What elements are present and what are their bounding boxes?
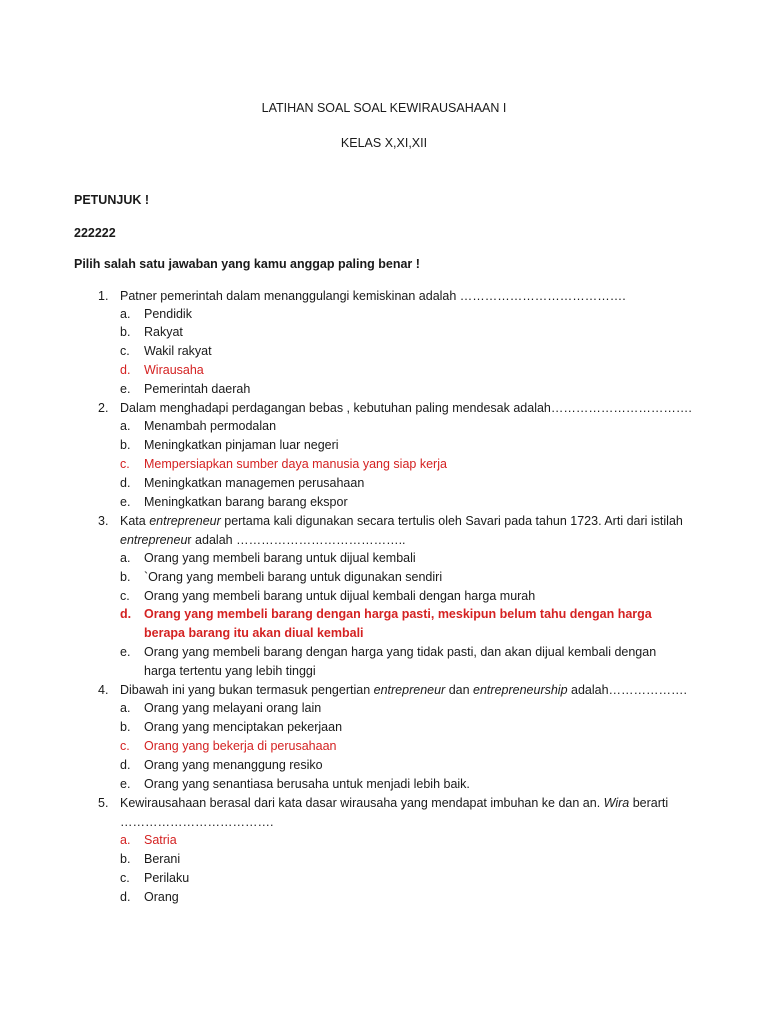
question-2 <box>98 399 698 418</box>
option-1e <box>120 380 680 399</box>
class-label: KELAS X,XI,XII <box>340 136 428 150</box>
option-3e <box>120 643 680 681</box>
option-1c <box>120 342 680 361</box>
option-letter: b. <box>120 720 131 734</box>
question-text-part: Dibawah ini yang bukan termasuk pengertian <box>120 683 374 697</box>
option-letter: d. <box>120 890 131 904</box>
option-letter: e. <box>120 777 131 791</box>
question-text-part: berarti ………………………………. <box>120 796 669 829</box>
option-2b <box>120 436 680 455</box>
option-letter: d. <box>120 607 132 621</box>
option-1d-answer <box>120 361 680 380</box>
question-text <box>120 794 683 832</box>
option-text: Meningkatkan barang barang ekspor <box>144 495 348 509</box>
option-3a <box>120 549 680 568</box>
question-text-part: r adalah ………………………………….. <box>187 533 406 547</box>
option-letter: b. <box>120 325 131 339</box>
option-2e <box>120 493 680 512</box>
option-text: Pemerintah daerah <box>144 382 251 396</box>
option-letter: c. <box>120 589 130 603</box>
option-5b <box>120 850 680 869</box>
question-1 <box>98 287 698 306</box>
option-text: Menambah permodalan <box>144 419 277 433</box>
option-letter: e. <box>120 645 131 659</box>
option-4b <box>120 718 680 737</box>
question-text <box>120 681 698 700</box>
option-text: Orang yang bekerja di perusahaan <box>144 739 337 753</box>
question-number: 3. <box>98 514 109 528</box>
question-number: 5. <box>98 796 109 810</box>
option-4c-answer <box>120 737 680 756</box>
option-5c <box>120 869 680 888</box>
option-3b <box>120 568 680 587</box>
option-5a-answer <box>120 831 680 850</box>
option-letter: a. <box>120 419 131 433</box>
option-letter: d. <box>120 758 131 772</box>
option-letter: d. <box>120 363 131 377</box>
option-3d-answer <box>120 605 680 643</box>
option-letter: d. <box>120 476 131 490</box>
question-5 <box>98 794 683 832</box>
question-text-italic: entrepreneur <box>373 683 446 697</box>
option-text: Rakyat <box>144 325 183 339</box>
question-text-part: Kewirausahaan berasal dari kata dasar wirausaha yang mendapat imbuhan ke dan an. <box>120 796 604 810</box>
option-text: Orang yang membeli barang dengan harga pasti, meskipun belum tahu dengan harga berapa barang itu akan diual kembali <box>144 607 652 640</box>
option-letter: a. <box>120 833 131 847</box>
option-letter: e. <box>120 382 131 396</box>
option-text: Orang yang membeli barang untuk dijual kembali dengan harga murah <box>144 589 536 603</box>
option-1b <box>120 323 680 342</box>
option-text: Wirausaha <box>144 363 204 377</box>
question-text-part: adalah………………. <box>567 683 688 697</box>
option-4d <box>120 756 680 775</box>
question-text-part: Kata <box>120 514 150 528</box>
option-letter: a. <box>120 551 131 565</box>
option-text: Orang yang senantiasa berusaha untuk menjadi lebih baik. <box>144 777 470 791</box>
option-letter: e. <box>120 495 131 509</box>
question-text-part: dan <box>445 683 474 697</box>
option-text: `Orang yang membeli barang untuk digunakan sendiri <box>144 570 443 584</box>
option-letter: c. <box>120 871 130 885</box>
question-text-italic: Wira <box>603 796 630 810</box>
option-text: Mempersiapkan sumber daya manusia yang siap kerja <box>144 457 447 471</box>
instructions-code: 222222 <box>74 226 116 240</box>
question-number: 2. <box>98 401 109 415</box>
option-letter: c. <box>120 457 130 471</box>
question-4 <box>98 681 698 700</box>
option-3c <box>120 587 680 606</box>
option-letter: a. <box>120 307 131 321</box>
question-text: Patner pemerintah dalam menanggulangi kemiskinan adalah …………………………………. <box>120 289 626 303</box>
option-2c-answer <box>120 455 680 474</box>
option-text: Orang yang membeli barang untuk dijual kembali <box>144 551 416 565</box>
option-letter: c. <box>120 739 130 753</box>
question-text-part: pertama kali digunakan secara tertulis oleh Savari pada tahun 1723. Arti dari istilah <box>220 514 683 528</box>
question-number: 4. <box>98 683 109 697</box>
option-text: Orang yang membeli barang dengan harga yang tidak pasti, dan akan dijual kembali dengan harga tertentu yang lebih tinggi <box>144 645 657 678</box>
question-3 <box>98 512 683 550</box>
option-text: Orang yang menciptakan pekerjaan <box>144 720 343 734</box>
question-text <box>120 512 683 550</box>
option-text: Perilaku <box>144 871 190 885</box>
instructions-label: PETUNJUK ! <box>74 193 150 207</box>
document-title: LATIHAN SOAL SOAL KEWIRAUSAHAAN I <box>261 101 507 115</box>
option-letter: a. <box>120 701 131 715</box>
option-text: Orang yang menanggung resiko <box>144 758 323 772</box>
option-2a <box>120 417 680 436</box>
option-text: Wakil rakyat <box>144 344 212 358</box>
question-text-italic: entrepreneurship <box>473 683 568 697</box>
option-text: Satria <box>144 833 177 847</box>
option-4e <box>120 775 680 794</box>
question-text-italic: entrepreneur <box>149 514 221 528</box>
option-text: Orang <box>144 890 179 904</box>
option-text: Orang yang melayani orang lain <box>144 701 322 715</box>
option-text: Berani <box>144 852 181 866</box>
question-number: 1. <box>98 289 109 303</box>
option-letter: c. <box>120 344 130 358</box>
option-1a <box>120 305 680 324</box>
option-letter: b. <box>120 852 131 866</box>
option-5d <box>120 888 680 907</box>
option-letter: b. <box>120 570 131 584</box>
option-text: Meningkatkan pinjaman luar negeri <box>144 438 339 452</box>
option-text: Meningkatkan managemen perusahaan <box>144 476 365 490</box>
question-text-italic: entrepreneu <box>120 533 188 547</box>
option-text: Pendidik <box>144 307 192 321</box>
question-text: Dalam menghadapi perdagangan bebas , kebutuhan paling mendesak adalah……………………………. <box>120 401 692 415</box>
option-4a <box>120 699 680 718</box>
option-letter: b. <box>120 438 131 452</box>
option-2d <box>120 474 680 493</box>
instructions-text: Pilih salah satu jawaban yang kamu anggap paling benar ! <box>74 257 420 271</box>
